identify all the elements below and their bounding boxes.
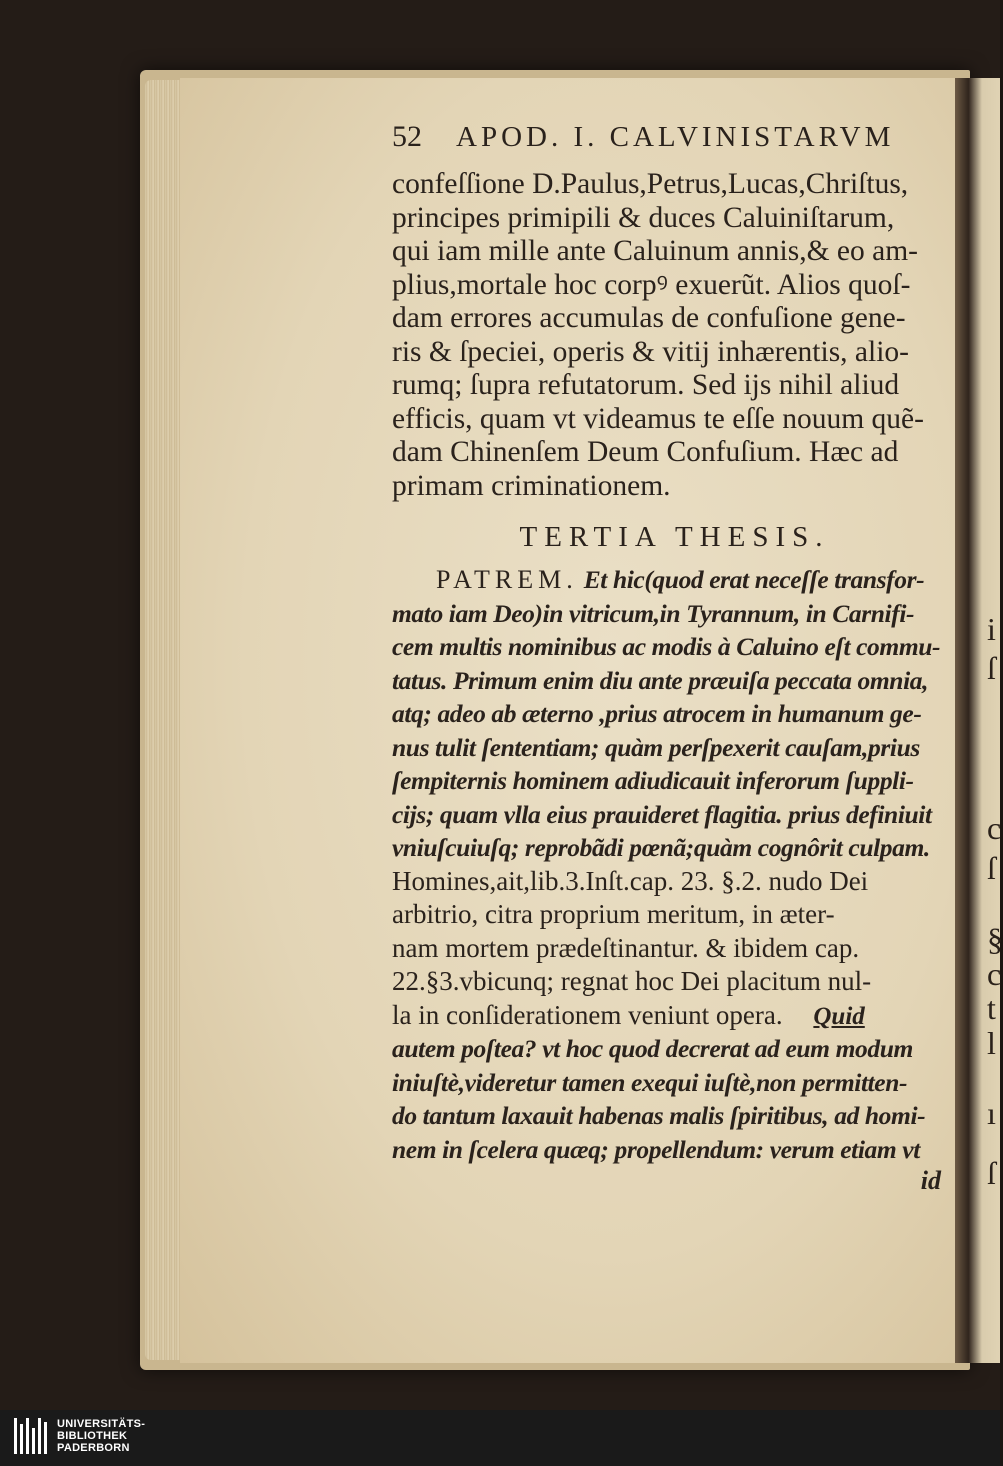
text-line: Homines,ait,lib.3.Inſt.cap. 23. §.2. nudo Dei [392, 865, 869, 896]
logo-line: PADERBORN [57, 1442, 130, 1454]
thesis-lead-word: PATREM. [436, 565, 578, 594]
text-line: ris & ſpeciei, operis & vitij inhærentis, alio- [392, 335, 909, 368]
catchword: id [920, 1166, 941, 1195]
text-line: arbitrio, citra proprium meritum, in æter- [392, 899, 835, 929]
text-line: qui iam mille ante Caluinum annis,& eo am- [392, 235, 918, 267]
running-title: APOD. I. CALVINISTARVM [456, 121, 895, 153]
next-page-glyph: t [987, 990, 996, 1026]
thesis-line: tatus. Primum enim diu ante præuiſa peccata omnia, [392, 665, 929, 695]
page-number: 52 [392, 120, 422, 153]
library-footer [0, 1410, 1000, 1466]
next-page-glyph: ſ [987, 650, 996, 686]
logo-text [57, 1418, 145, 1454]
text-line: dam errores accumulas de confuſione gene- [392, 302, 906, 334]
running-head [392, 120, 957, 166]
thesis-line: nus tulit ſententiam; quàm perſpexerit cauſam,prius [392, 732, 920, 762]
page-edges [145, 80, 185, 1360]
next-page-glyph: l [987, 1025, 996, 1061]
text-line: confeſſione D.Paulus,Petrus,Lucas,Chriſtus, [392, 168, 909, 200]
thesis-line: vniuſcuiuſq; reprobãdi pœnã;quàm cognôrit culpam. [392, 833, 930, 862]
next-page-glyph: c [987, 810, 1002, 846]
next-page-glyph: § [987, 921, 1003, 957]
next-page-glyph: ı [987, 1095, 996, 1131]
section-heading: TERTIA THESIS. [519, 521, 830, 553]
italic-tail: Quid [813, 1002, 865, 1030]
closing-line: iniuſtè,videretur tamen exequi iuſtè,non permitten- [392, 1067, 908, 1097]
next-page-glyph: c [987, 956, 1002, 992]
text-line: plius,mortale hoc corpꝰ exuerũt. Alios quoſ- [392, 268, 911, 301]
text-line: la in conſiderationem veniunt opera. [392, 999, 783, 1030]
text-line: primam criminationem. [392, 469, 671, 502]
next-page-glyph: ſ [987, 1155, 996, 1191]
logo-line: UNIVERSITÄTS- [57, 1418, 146, 1430]
text-line: nam mortem prædeſtinantur. & ibidem cap. [392, 932, 860, 963]
thesis-first-line [392, 563, 957, 597]
logo-bars-icon [14, 1418, 47, 1454]
next-page-glyph: i [987, 611, 996, 647]
closing-line: do tantum laxauit habenas malis ſpiritibus, ad homi- [392, 1101, 926, 1130]
thesis-line: ſempiternis hominem adiudicauit inferorum ſuppli- [392, 766, 914, 795]
text-line: principes primipili & duces Caluiniſtarum, [392, 201, 895, 234]
library-logo[interactable] [14, 1418, 145, 1454]
closing-line: nem in ſcelera quæq; propellendum: verum etiam vt [392, 1134, 920, 1164]
next-page-glyph: ſ [987, 850, 996, 886]
text-line-with-tail [392, 999, 957, 1033]
text-line: 22.§3.vbicunq; regnat hoc Dei placitum nul- [392, 966, 872, 996]
closing-line: autem poſtea? vt hoc quod decrerat ad eum modum [392, 1034, 913, 1063]
thesis-line-text: Et hic(quod erat neceſſe transfor- [583, 565, 925, 594]
thesis-line: atq; adeo ab æterno ,prius atrocem in humanum ge- [392, 699, 922, 728]
thesis-line: cem multis nominibus ac modis à Caluino eſt commu- [392, 632, 941, 661]
logo-line: BIBLIOTHEK [57, 1430, 128, 1442]
text-line: dam Chinenſem Deum Confuſium. Hæc ad [392, 436, 899, 468]
thesis-line: mato iam Deo)in vitricum,in Tyrannum, in Carnifi- [392, 598, 915, 628]
page-text [392, 120, 957, 1196]
thesis-line: cijs; quam vlla eius prauideret flagitia. prius definiuit [392, 799, 932, 829]
text-line: rumq; ſupra refutatorum. Sed ijs nihil aliud [392, 369, 900, 401]
text-line: efficis, quam vt videamus te eſſe nouum quẽ- [392, 402, 924, 435]
